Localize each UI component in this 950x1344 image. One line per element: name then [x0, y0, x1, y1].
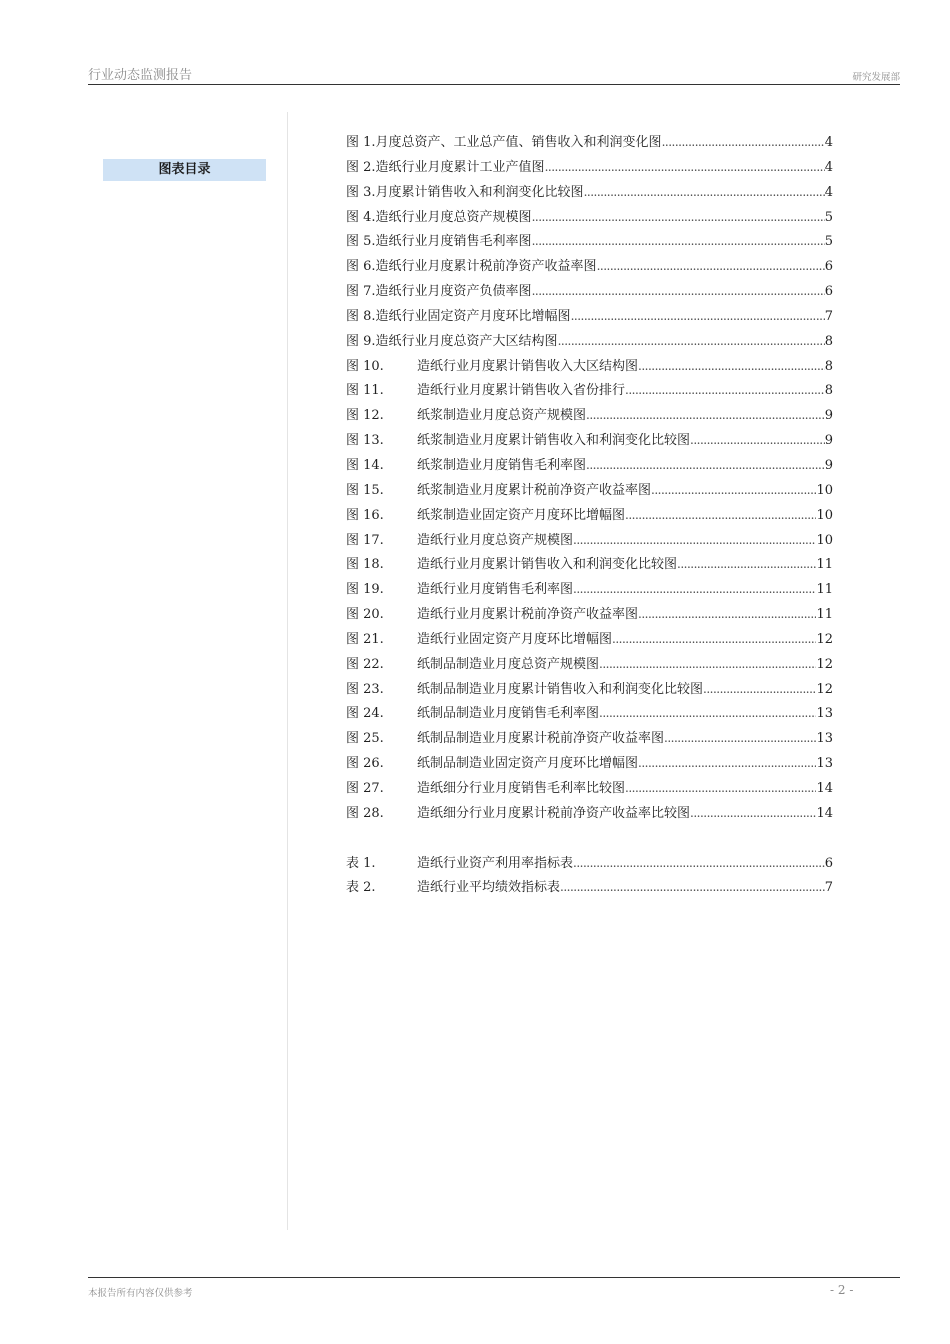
entry-title: 纸制品制造业月度累计销售收入和利润变化比较图 [417, 681, 704, 697]
entry-page: 12 [816, 631, 833, 647]
toc-gap [346, 827, 833, 852]
entry-title: 造纸行业固定资产月度环比增幅图 [417, 631, 613, 647]
entry-number: 图 21. [346, 631, 384, 647]
toc-entry-figure[interactable] [346, 280, 833, 305]
toc-entry-figure[interactable] [346, 702, 833, 727]
figure-list [346, 131, 833, 827]
entry-page: 8 [824, 358, 833, 374]
entry-page: 11 [816, 557, 833, 573]
entry-title: 造纸行业月度累计销售收入大区结构图 [417, 358, 639, 374]
entry-title: 纸浆制造业月度累计销售收入和利润变化比较图 [417, 433, 691, 449]
dot-leader [573, 582, 816, 596]
entry-number: 图 27. [346, 780, 384, 796]
entry-number: 图 6. [346, 259, 376, 275]
entry-title: 造纸细分行业月度销售毛利率比较图 [417, 780, 626, 796]
toc-entry-figure[interactable] [346, 777, 833, 802]
toc-entry-figure[interactable] [346, 628, 833, 653]
entry-title: 造纸行业月度累计税前净资产收益率图 [417, 607, 639, 623]
dot-leader [586, 458, 825, 472]
toc-entry-figure[interactable] [346, 553, 833, 578]
dot-leader [690, 806, 816, 820]
entry-page: 14 [816, 780, 833, 796]
toc-entry-figure[interactable] [346, 802, 833, 827]
entry-page: 6 [824, 855, 833, 871]
entry-number: 图 1. [346, 135, 376, 150]
entry-page: 4 [824, 135, 833, 150]
entry-page: 6 [824, 259, 833, 275]
entry-title: 造纸行业平均绩效指标表 [417, 880, 561, 896]
toc-entry-figure[interactable] [346, 429, 833, 454]
entry-title: 造纸行业月度累计销售收入和利润变化比较图 [417, 557, 678, 573]
dot-leader [586, 408, 825, 422]
entry-number: 图 15. [346, 482, 384, 498]
entry-number: 图 26. [346, 756, 384, 772]
entry-title: 月度总资产、工业总产值、销售收入和利润变化图 [375, 135, 662, 150]
dot-leader [597, 259, 825, 273]
toc-entry-figure[interactable] [346, 355, 833, 380]
entry-number: 图 5. [346, 234, 376, 250]
entry-page: 8 [824, 383, 833, 399]
entry-number: 图 17. [346, 532, 384, 548]
entry-number: 图 3. [346, 184, 376, 200]
entry-page: 10 [816, 507, 833, 523]
toc-entry-figure[interactable] [346, 379, 833, 404]
entry-page: 5 [824, 209, 833, 225]
entry-page: 13 [816, 706, 833, 722]
entry-page: 5 [824, 234, 833, 250]
dot-leader [599, 657, 816, 671]
entry-title: 造纸行业月度累计税前净资产收益率图 [375, 259, 597, 275]
toc-entry-figure[interactable] [346, 181, 833, 206]
toc-entry-figure[interactable] [346, 206, 833, 231]
toc-entry-figure[interactable] [346, 653, 833, 678]
toc-entry-figure[interactable] [346, 678, 833, 703]
dot-leader [625, 508, 816, 522]
entry-number: 图 4. [346, 209, 376, 225]
dot-leader [532, 210, 825, 224]
dot-leader [638, 359, 825, 373]
entry-page: 12 [816, 681, 833, 697]
entry-page: 13 [816, 756, 833, 772]
entry-number: 图 12. [346, 408, 384, 424]
entry-number: 图 24. [346, 706, 384, 722]
entry-page: 6 [824, 284, 833, 300]
entry-page: 8 [824, 333, 833, 349]
entry-title: 造纸行业月度销售毛利率图 [417, 582, 574, 598]
entry-page: 9 [824, 408, 833, 424]
entry-page: 11 [816, 607, 833, 623]
toc-entry-figure[interactable] [346, 504, 833, 529]
entry-number: 图 16. [346, 507, 384, 523]
dot-leader [571, 309, 825, 323]
department-name: 研究发展部 [852, 72, 900, 83]
entry-title: 纸制品制造业固定资产月度环比增幅图 [417, 756, 639, 772]
entry-page: 7 [824, 880, 833, 896]
entry-title: 纸浆制造业月度销售毛利率图 [417, 457, 587, 473]
entry-number: 图 18. [346, 557, 384, 573]
entry-page: 4 [824, 184, 833, 200]
report-title: 行业动态监测报告 [88, 68, 193, 83]
entry-page: 11 [816, 582, 833, 598]
entry-number: 图 22. [346, 656, 384, 672]
dot-leader [638, 756, 816, 770]
toc-entry-figure[interactable] [346, 752, 833, 777]
toc-entry-figure[interactable] [346, 454, 833, 479]
toc-entry-figure[interactable] [346, 156, 833, 181]
entry-number: 图 11. [346, 383, 384, 399]
toc-entry-table[interactable] [346, 852, 833, 877]
dot-leader [560, 880, 825, 894]
entry-title: 造纸行业月度总资产规模图 [417, 532, 574, 548]
toc-entry-figure[interactable] [346, 404, 833, 429]
entry-title: 造纸行业月度总资产大区结构图 [375, 333, 558, 349]
entry-title: 造纸行业月度总资产规模图 [375, 209, 532, 225]
entry-number: 图 13. [346, 433, 384, 449]
dot-leader [573, 533, 816, 547]
entry-number: 图 14. [346, 457, 384, 473]
dot-leader [677, 557, 816, 571]
dot-leader [612, 632, 816, 646]
entry-page: 10 [816, 482, 833, 498]
entry-title: 造纸行业月度销售毛利率图 [375, 234, 532, 250]
dot-leader [573, 856, 825, 870]
toc-entry-figure[interactable] [346, 131, 833, 156]
entry-page: 13 [816, 731, 833, 747]
sidebar-divider [287, 112, 288, 1230]
dot-leader [558, 334, 825, 348]
toc-entry-figure[interactable] [346, 479, 833, 504]
dot-leader [651, 483, 816, 497]
entry-page: 14 [816, 805, 833, 821]
entry-number: 图 28. [346, 805, 384, 821]
toc-entry-figure[interactable] [346, 727, 833, 752]
entry-title: 造纸行业资产利用率指标表 [417, 855, 574, 871]
dot-leader [664, 731, 816, 745]
toc-entry-figure[interactable] [346, 255, 833, 280]
toc-entry-figure[interactable] [346, 230, 833, 255]
entry-number: 图 2. [346, 159, 376, 175]
entry-number: 图 23. [346, 681, 384, 697]
entry-number: 表 1. [346, 855, 376, 871]
figure-table-toc [346, 131, 833, 901]
entry-title: 造纸行业月度累计工业产值图 [375, 159, 545, 175]
entry-page: 12 [816, 656, 833, 672]
entry-number: 图 10. [346, 358, 384, 374]
entry-number: 图 8. [346, 308, 376, 324]
toc-entry-figure[interactable] [346, 305, 833, 330]
entry-page: 10 [816, 532, 833, 548]
entry-title: 造纸细分行业月度累计税前净资产收益率比较图 [417, 805, 691, 821]
entry-title: 纸制品制造业月度总资产规模图 [417, 656, 600, 672]
toc-entry-table[interactable] [346, 876, 833, 901]
dot-leader [545, 160, 825, 174]
entry-page: 7 [824, 308, 833, 324]
disclaimer-note: 本报告所有内容仅供参考 [88, 1288, 193, 1299]
dot-leader [532, 234, 825, 248]
page-header [88, 64, 900, 85]
entry-title: 纸制品制造业月度累计税前净资产收益率图 [417, 731, 665, 747]
dot-leader [532, 284, 825, 298]
toc-entry-figure[interactable] [346, 330, 833, 355]
entry-title: 纸浆制造业月度累计税前净资产收益率图 [417, 482, 652, 498]
dot-leader [690, 433, 825, 447]
entry-title: 月度累计销售收入和利润变化比较图 [375, 184, 584, 200]
entry-number: 图 7. [346, 284, 376, 300]
entry-title: 造纸行业月度资产负债率图 [375, 284, 532, 300]
dot-leader [638, 607, 816, 621]
page-footer [88, 1277, 900, 1299]
page-number: - 2 - [830, 1283, 854, 1297]
dot-leader [625, 781, 816, 795]
entry-page: 9 [824, 433, 833, 449]
entry-number: 图 25. [346, 731, 384, 747]
entry-page: 4 [824, 159, 833, 175]
entry-number: 图 9. [346, 333, 376, 349]
dot-leader [703, 682, 816, 696]
entry-number: 表 2. [346, 880, 376, 896]
entry-number: 图 20. [346, 607, 384, 623]
entry-title: 造纸行业固定资产月度环比增幅图 [375, 308, 571, 324]
dot-leader [584, 185, 825, 199]
toc-entry-figure[interactable] [346, 603, 833, 628]
toc-entry-figure[interactable] [346, 578, 833, 603]
dot-leader [662, 135, 825, 149]
table-list [346, 852, 833, 902]
toc-section-label: 图表目录 [103, 159, 266, 181]
dot-leader [599, 706, 816, 720]
entry-title: 纸浆制造业固定资产月度环比增幅图 [417, 507, 626, 523]
entry-title: 纸制品制造业月度销售毛利率图 [417, 706, 600, 722]
entry-title: 纸浆制造业月度总资产规模图 [417, 408, 587, 424]
dot-leader [625, 383, 825, 397]
entry-page: 9 [824, 457, 833, 473]
entry-title: 造纸行业月度累计销售收入省份排行 [417, 383, 626, 399]
entry-number: 图 19. [346, 582, 384, 598]
toc-entry-figure[interactable] [346, 529, 833, 554]
